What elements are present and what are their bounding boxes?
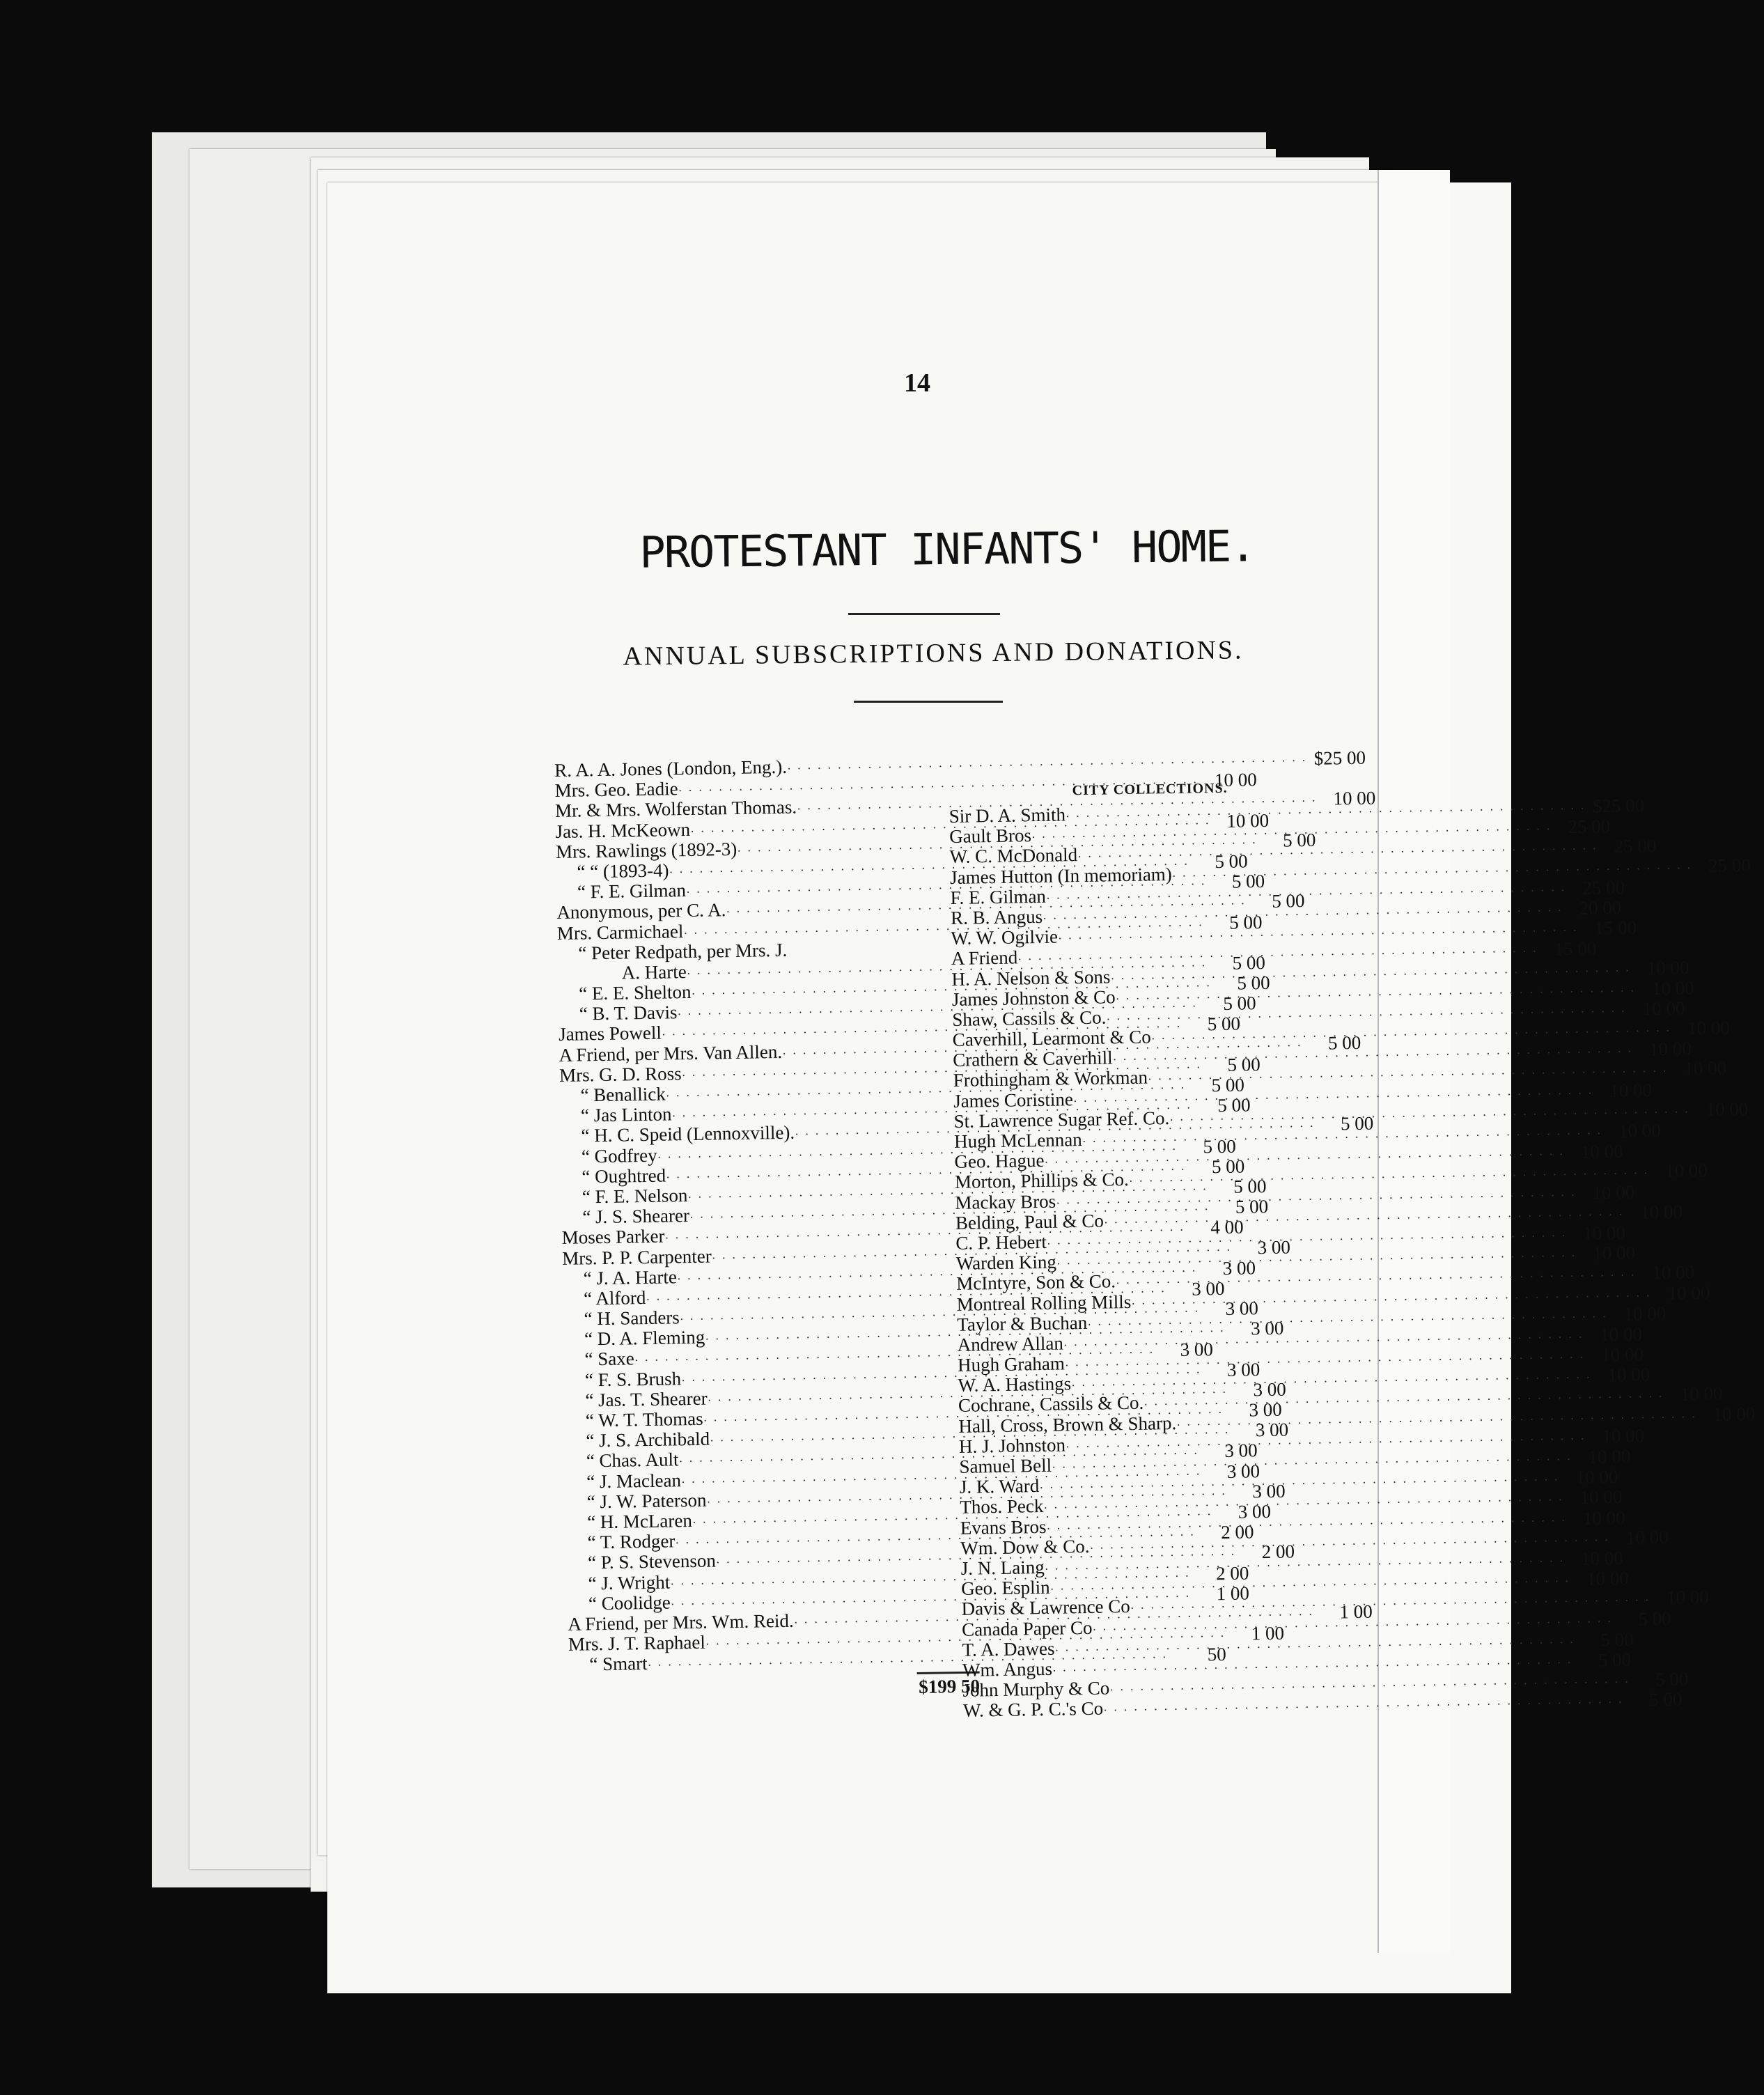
donation-amount: 10 00 [1640,1201,1683,1223]
donor-name: H. A. Nelson & Sons [951,965,1111,990]
donation-amount: 5 00 [1203,1135,1236,1157]
donor-name: Jas. H. McKeown [555,818,691,842]
donation-amount: 3 00 [1226,1358,1260,1380]
donor-name: W. A. Hastings [958,1373,1072,1396]
donation-amount: 1 00 [1251,1622,1285,1644]
donor-name: Wm. Dow & Co. [960,1535,1090,1559]
donor-name: “ Coolidge [588,1591,671,1614]
donor-name: Morton, Phillips & Co. [954,1169,1130,1193]
donation-amount: 3 00 [1191,1277,1225,1300]
donor-name: “ Alford [583,1286,646,1309]
donation-amount: 5 00 [1655,1668,1689,1690]
donor-name: “ F. S. Brush [584,1367,682,1391]
donation-amount: 5 00 [1340,1112,1374,1135]
donor-name: A Friend, per Mrs. Wm. Reid. [568,1610,794,1635]
donor-name: “ D. A. Fleming [584,1326,705,1350]
donation-amount: 2 00 [1220,1521,1254,1543]
donation-amount: 10 00 [1623,1302,1667,1325]
donor-name: “ “ (1893-4) [577,859,669,882]
donation-amount: 5 00 [1227,1053,1260,1075]
donor-name: W. & G. P. C.'s Co [962,1697,1104,1722]
donor-name: J. N. Laing [960,1556,1045,1579]
donation-amount: 25 00 [1582,876,1625,898]
donor-name: “ Godfrey [581,1144,657,1167]
donation-amount: 3 00 [1238,1500,1272,1522]
donation-amount: 10 00 [1579,1486,1623,1509]
donor-name: F. E. Gilman [950,885,1047,908]
donation-amount: 10 00 [1625,1526,1669,1548]
donor-name: J. K. Ward [959,1475,1040,1498]
donor-name: W. C. McDonald [949,844,1078,868]
donor-name: Hall, Cross, Brown & Sharp. [958,1412,1177,1437]
page-title: PROTESTANT INFANTS' HOME. [639,520,1255,578]
donation-amount: 5 00 [1211,1155,1245,1177]
donor-name: H. J. Johnston [958,1434,1066,1457]
donor-name: St. Lawrence Sugar Ref. Co. [953,1107,1170,1132]
donation-amount: 5 00 [1232,951,1266,974]
donation-amount: 10 00 [1588,1445,1631,1467]
donation-amount: 10 00 [1592,1242,1636,1264]
donation-amount: 10 00 [1666,1587,1710,1609]
donation-amount: 3 00 [1255,1419,1289,1441]
donor-name: “ Benallick [580,1083,666,1106]
donation-amount: 10 00 [1680,1383,1723,1405]
donation-amount: 5 00 [1327,1031,1361,1054]
donation-amount: 5 00 [1282,829,1316,851]
donor-name: Hugh McLennan [953,1129,1083,1152]
donor-name: James Coristine [953,1088,1074,1112]
donation-amount: 4 00 [1210,1216,1244,1238]
donor-name: James Powell [558,1022,662,1045]
donation-amount: 5 00 [1272,890,1305,912]
donor-name: Geo. Hague [954,1150,1045,1173]
donor-name: Samuel Bell [959,1454,1052,1477]
donation-amount: 10 00 [1652,1261,1695,1284]
donor-name: “ Jas Linton [580,1103,672,1126]
donor-name: “ J. W. Paterson [586,1489,707,1513]
donation-amount: 10 00 [1582,1222,1626,1244]
donor-name: John Murphy & Co [962,1677,1110,1701]
donation-amount: 10 00 [1580,1547,1624,1569]
donation-amount: 10 00 [1575,1466,1618,1488]
donation-amount: 3 00 [1252,1480,1286,1502]
donation-amount: 10 00 [1580,1141,1623,1162]
donation-amount: 10 00 [1651,976,1694,999]
donor-name: “ H. C. Speid (Lennoxville). [581,1122,795,1146]
donor-name: Sir D. A. Smith [949,804,1066,827]
donor-name: Mr. & Mrs. Wolferstan Thomas. [554,796,797,822]
donation-amount: 5 00 [1235,1196,1269,1217]
donor-name: “ E. E. Shelton [579,981,692,1004]
donation-amount: 5 00 [1211,1074,1245,1096]
donation-amount: 5 00 [1237,972,1270,994]
donation-amount: 2 00 [1215,1561,1249,1584]
donation-amount: 50 [1207,1644,1226,1665]
donor-name: “ J. A. Harte [583,1266,678,1289]
donor-name: Evans Bros [960,1516,1047,1539]
donor-name: Crathern & Caverhill [953,1047,1113,1071]
donor-name: “ Jas. T. Shearer [585,1387,708,1411]
donor-name: “ J. Maclean [586,1469,682,1492]
total-amount: $199 50 [918,1676,981,1698]
donation-amount: 10 00 [1582,1506,1625,1529]
page-subtitle: ANNUAL SUBSCRIPTIONS AND DONATIONS. [623,635,1244,671]
donor-name: Cochrane, Cassils & Co. [958,1392,1144,1417]
donation-amount: 25 00 [1614,835,1657,857]
donation-amount: 1 00 [1216,1582,1250,1604]
donor-name: “ J. S. Shearer [582,1205,690,1228]
donation-amount: 10 00 [1684,1057,1727,1080]
donor-name: “ H. McLaren [586,1509,693,1533]
donor-name: Warden King [955,1251,1057,1275]
donation-amount: 5 00 [1231,871,1265,892]
donor-name: A. Harte [621,960,687,983]
donation-amount: 5 00 [1638,1607,1671,1630]
donor-name: Montreal Rolling Mills [956,1291,1132,1315]
donation-amount: 1 00 [1339,1601,1373,1623]
donor-name: Belding, Paul & Co [955,1210,1105,1233]
donation-amount: $25 00 [1313,747,1366,769]
donation-amount: 25 00 [1708,854,1751,876]
donor-name: “ Saxe [584,1348,634,1370]
donor-name: “ F. E. Gilman [577,880,687,903]
donor-name: “ F. E. Nelson [582,1185,688,1208]
donation-amount: 10 00 [1214,769,1257,791]
donation-amount: 10 00 [1712,1403,1756,1425]
donation-amount: 5 00 [1648,1688,1683,1711]
donation-amount: 3 00 [1250,1317,1284,1339]
donor-name: James Hutton (In memoriam) [949,863,1173,888]
donor-name: Mrs. G. D. Ross [559,1063,682,1086]
donation-amount: 10 00 [1667,1282,1710,1304]
donation-amount: 10 00 [1642,997,1685,1020]
donor-name: Hugh Graham [957,1353,1066,1376]
donation-amount: 3 00 [1226,1460,1260,1482]
donation-amount: 3 00 [1224,1440,1258,1462]
donation-amount: 5 00 [1233,1175,1267,1197]
donation-amount: 3 00 [1222,1256,1256,1279]
donation-amount: 3 00 [1253,1378,1286,1401]
donation-amount: 5 00 [1228,911,1263,933]
donation-amount: 10 00 [1586,1567,1629,1589]
donor-name: “ W. T. Thomas [585,1408,703,1431]
donor-name: Mackay Bros [955,1190,1056,1213]
donor-name: Frothingham & Workman [953,1066,1148,1091]
donor-name: “ Smart [589,1653,648,1675]
donor-name: Geo. Esplin [960,1576,1050,1599]
donor-name: Shaw, Cassils & Co. [952,1006,1107,1030]
donor-name: “ B. T. Davis [579,1002,678,1025]
donor-name: “ Oughtred [582,1165,666,1187]
donor-name: Mrs. J. T. Raphael [568,1631,706,1655]
donation-amount: 3 00 [1249,1399,1282,1421]
donation-amount: 10 00 [1333,787,1376,809]
donation-amount: 15 00 [1554,937,1597,960]
donor-name: James Johnston & Co [951,986,1116,1010]
donation-amount: 2 00 [1261,1541,1295,1563]
donation-amount: 20 00 [1579,896,1622,919]
donor-name: Andrew Allan [957,1332,1064,1355]
donation-amount: 10 00 [1618,1119,1662,1142]
subtitle-rule [854,701,1003,703]
donor-name: “ P. S. Stevenson [587,1550,717,1573]
page-number: 14 [904,368,930,398]
donor-name: “ T. Rodger [587,1530,676,1553]
donation-amount: 3 00 [1180,1339,1214,1361]
donor-name: Moses Parker [561,1225,665,1249]
donation-amount: 15 00 [1594,917,1637,939]
donation-amount: 5 00 [1600,1628,1634,1651]
donor-name: R. B. Angus [950,905,1043,928]
donor-name: C. P. Hebert [955,1231,1047,1254]
donor-name: W. W. Ogilvie [951,926,1059,949]
title-rule [848,613,1000,615]
donation-amount: 5 00 [1223,992,1256,1015]
donor-name: Wm. Angus [962,1658,1053,1681]
donor-name: Caverhill, Learmont & Co [952,1026,1151,1051]
city-collections-heading: CITY COLLECTIONS. [1072,780,1228,799]
donor-name: “ Peter Redpath, per Mrs. J. [578,939,788,964]
donation-amount: $25 00 [1592,795,1645,817]
donation-amount: 10 00 [1599,1323,1643,1346]
donation-amount: 10 00 [1687,1017,1731,1039]
city-collections-list [949,777,1756,1722]
donor-name: Thos. Peck [960,1495,1044,1518]
donor-name: Mrs. Geo. Eadie [554,778,678,802]
donation-amount: 10 00 [1226,809,1270,832]
donor-name: Mrs. Rawlings (1892-3) [555,838,737,862]
donation-amount: 10 00 [1706,1098,1749,1120]
donation-amount: 10 00 [1664,1160,1708,1182]
donation-amount: 25 00 [1568,816,1611,838]
donation-amount: 10 00 [1602,1425,1645,1447]
donation-amount: 10 00 [1648,1038,1692,1060]
donor-name: “ Chas. Ault [586,1449,679,1472]
donor-name: A Friend [951,947,1018,969]
donation-amount: 5 00 [1207,1013,1241,1035]
donation-amount: 3 00 [1225,1298,1259,1320]
donation-amount: 5 00 [1598,1649,1632,1671]
donation-amount: 5 00 [1217,1094,1251,1116]
donor-name: Anonymous, per C. A. [556,899,726,924]
donation-amount: 10 00 [1609,1079,1653,1101]
donor-name: “ H. Sanders [584,1307,680,1330]
donor-name: Davis & Lawrence Co [961,1596,1131,1620]
donor-name: A Friend, per Mrs. Van Allen. [559,1041,783,1066]
donor-name: “ J. Wright [588,1571,671,1594]
donor-name: Taylor & Buchan [956,1311,1088,1335]
donor-name: Canada Paper Co [961,1617,1093,1640]
donor-name: Mrs. P. P. Carpenter [561,1245,712,1269]
donation-amount: 5 00 [1215,850,1248,873]
donation-amount: 10 00 [1592,1181,1635,1204]
donor-name: T. A. Dawes [962,1637,1055,1660]
donation-amount: 3 00 [1257,1236,1291,1258]
donor-name: Mrs. Carmichael [556,920,684,944]
donor-name: “ J. S. Archibald [586,1428,710,1451]
donation-amount: 10 00 [1600,1344,1644,1366]
donor-name: Gault Bros [949,825,1032,848]
donor-name: R. A. A. Jones (London, Eng.). [554,756,788,781]
donation-amount: 10 00 [1607,1364,1650,1386]
donor-name: McIntyre, Son & Co. [956,1270,1116,1295]
donation-amount: 10 00 [1646,956,1689,979]
